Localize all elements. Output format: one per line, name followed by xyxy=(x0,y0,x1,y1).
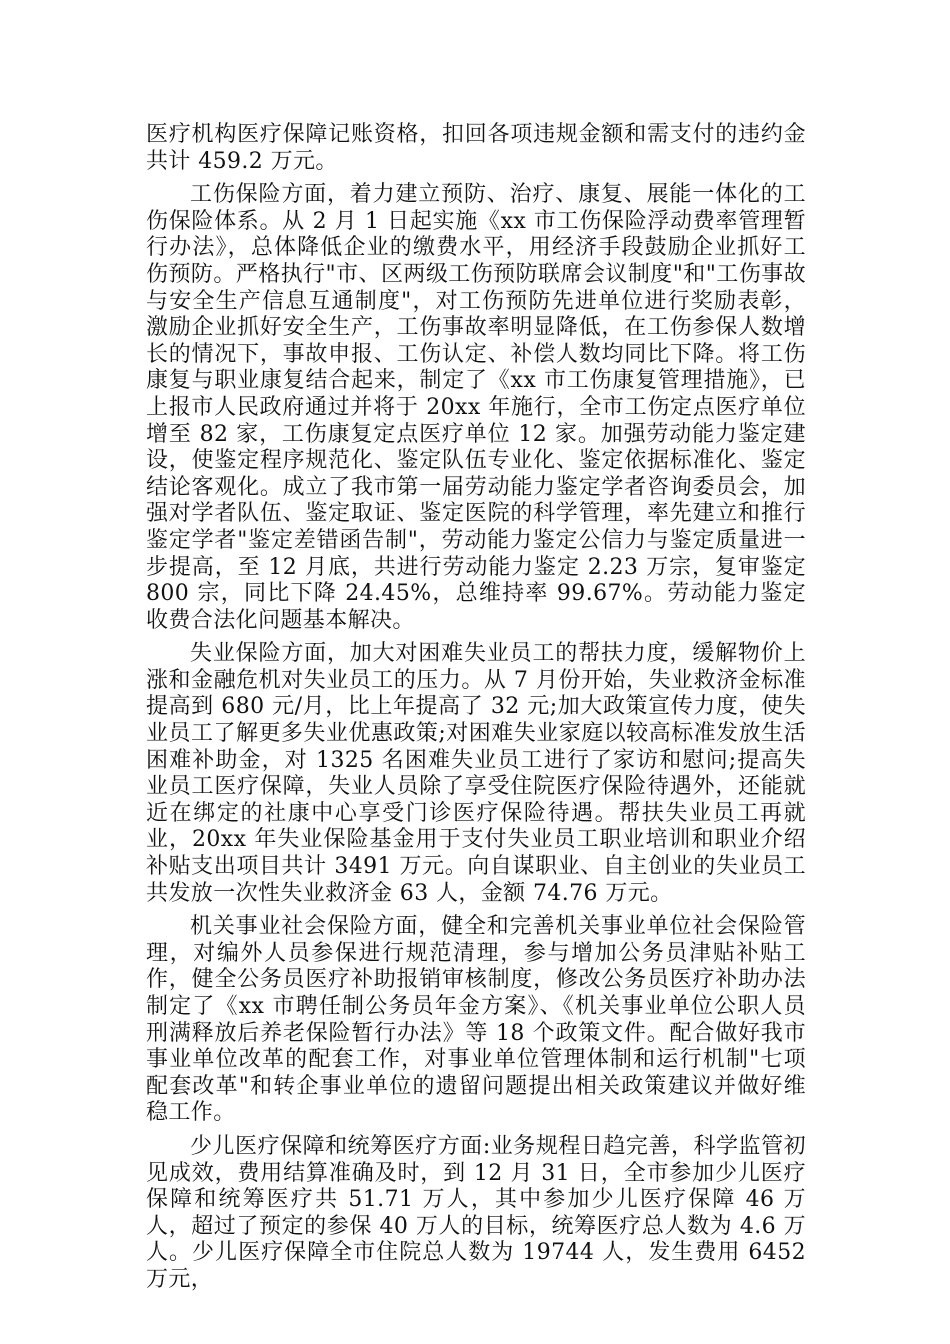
document-body xyxy=(146,122,806,1301)
paragraph-continuation: 医疗机构医疗保障记账资格，扣回各项违规金额和需支付的违约金共计 459.2 万元。 xyxy=(146,122,806,174)
paragraph-unemployment-insurance: 失业保险方面，加大对困难失业员工的帮扶力度，缓解物价上涨和金融危机对失业员工的压力。从 7 月份开始，失业救济金标准提高到 680 元/月，比上年提高了 32 元;加大政策宣传力度，使失业员工了解更多失业优惠政策;对困难失业家庭以较高标准发放生活困难补助金，对 1325 名困难失业员工进行了家访和慰问;提高失业员工医疗保障，失业人员除了享受住院医疗保险待遇外，还能就近在绑定的社康中心享受门诊医疗保险待遇。帮扶失业员工再就业，20xx 年失业保险基金用于支付失业员工职业培训和职业介绍补贴支出项目共计 3491 万元。向自谋职业、自主创业的失业员工共发放一次性失业救济金 63 人，金额 74.76 万元。 xyxy=(146,641,806,906)
paragraph-government-social-insurance: 机关事业社会保险方面，健全和完善机关事业单位社会保险管理，对编外人员参保进行规范清理，参与增加公务员津贴补贴工作，健全公务员医疗补助报销审核制度，修改公务员医疗补助办法制定了《xx 市聘任制公务员年金方案》、《机关事业单位公职人员刑满释放后养老保险暂行办法》等 18 个政策文件。配合做好我市事业单位改革的配套工作，对事业单位管理体制和运行机制"七项配套改革"和转企事业单位的遗留问题提出相关政策建议并做好维稳工作。 xyxy=(146,914,806,1126)
paragraph-child-medical-insurance: 少儿医疗保障和统筹医疗方面:业务规程日趋完善，科学监管初见成效，费用结算准确及时，到 12 月 31 日，全市参加少儿医疗保障和统筹医疗共 51.71 万人，其中参加少儿医疗保障 46 万人，超过了预定的参保 40 万人的目标，统筹医疗总人数为 4.6 万人。少儿医疗保障全市住院总人数为 19744 人，发生费用 6452 万元， xyxy=(146,1133,806,1292)
paragraph-work-injury-insurance: 工伤保险方面，着力建立预防、治疗、康复、展能一体化的工伤保险体系。从 2 月 1 日起实施《xx 市工伤保险浮动费率管理暂行办法》，总体降低企业的缴费水平，用经济手段鼓励企业抓好工伤预防。严格执行"市、区两级工伤预防联席会议制度"和"工伤事故与安全生产信息互通制度"，对工伤预防先进单位进行奖励表彰，激励企业抓好安全生产，工伤事故率明显降低，在工伤参保人数增长的情况下，事故申报、工伤认定、补偿人数均同比下降。将工伤康复与职业康复结合起来，制定了《xx 市工伤康复管理措施》，已上报市人民政府通过并将于 20xx 年施行，全市工伤定点医疗单位增至 82 家，工伤康复定点医疗单位 12 家。加强劳动能力鉴定建设，使鉴定程序规范化、鉴定队伍专业化、鉴定依据标准化、鉴定结论客观化。成立了我市第一届劳动能力鉴定学者咨询委员会，加强对学者队伍、鉴定取证、鉴定医院的科学管理，率先建立和推行鉴定学者"鉴定差错函告制"，劳动能力鉴定公信力与鉴定质量进一步提高，至 12 月底，共进行劳动能力鉴定 2.23 万宗，复审鉴定 800 宗，同比下降 24.45%，总维持率 99.67%。劳动能力鉴定收费合法化问题基本解决。 xyxy=(146,182,806,633)
